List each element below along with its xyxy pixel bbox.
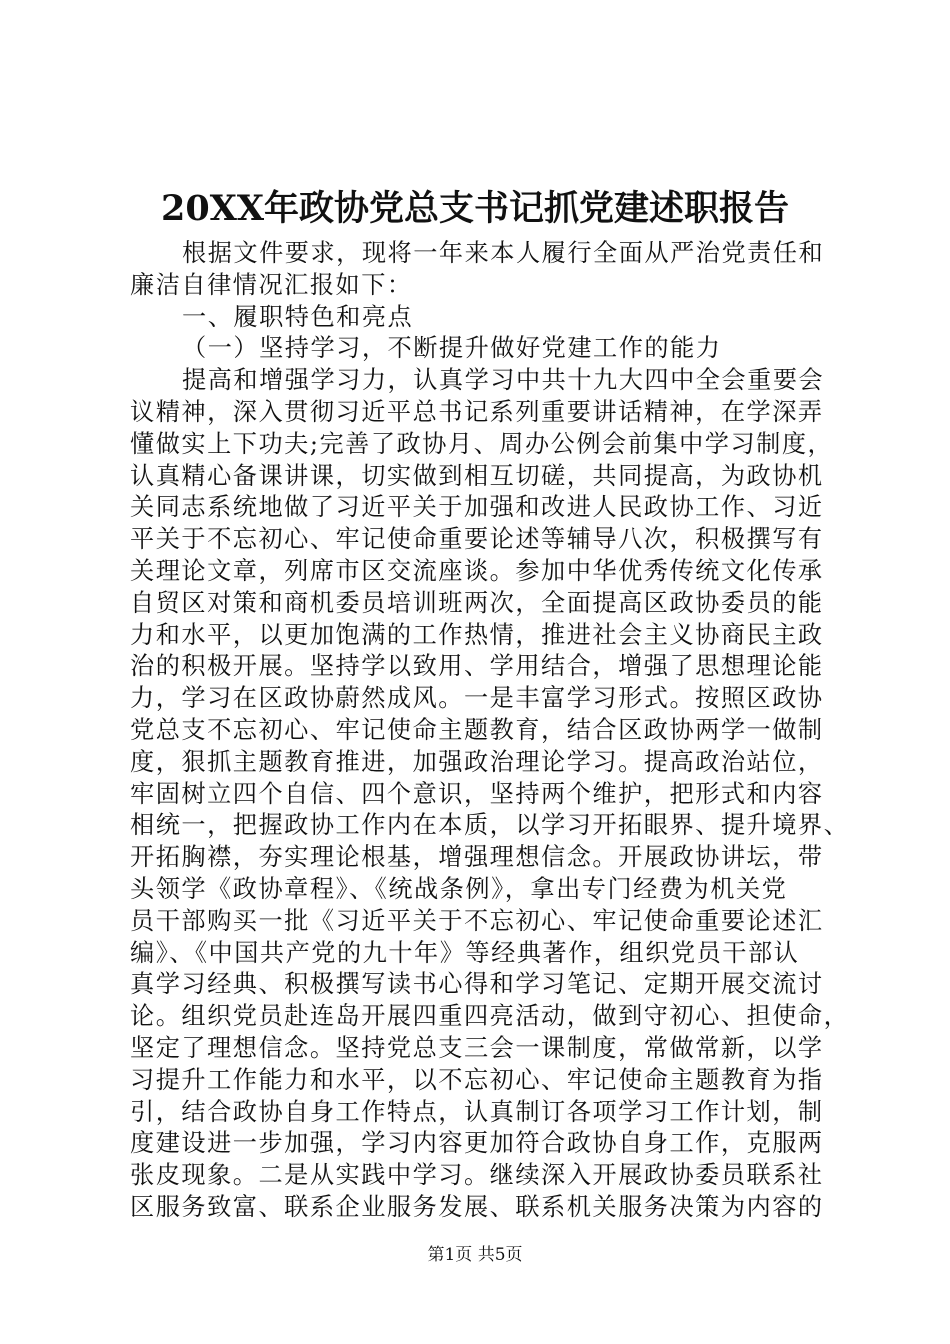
body-line: 开拓胸襟，夯实理论根基，增强理想信念。开展政协讲坛，带 <box>130 843 824 872</box>
body-line: 党总支不忘初心、牢记使命主题教育，结合区政协两学一做制 <box>130 715 824 744</box>
document-title: 20XX年政协党总支书记抓党建述职报告 <box>160 188 790 229</box>
body-line: 关理论文章，列席市区交流座谈。参加中华优秀传统文化传承 <box>130 556 824 585</box>
body-line: 员干部购买一批《习近平关于不忘初心、牢记使命重要论述汇 <box>130 906 824 935</box>
body-line: 度，狠抓主题教育推进，加强政治理论学习。提高政治站位， <box>130 747 824 776</box>
page-footer: 第1页 共5页 <box>427 1245 523 1265</box>
body-line: 廉洁自律情况汇报如下： <box>130 270 413 299</box>
body-line: 坚定了理想信念。坚持党总支三会一课制度，常做常新，以学 <box>130 1033 824 1062</box>
body-line: 自贸区对策和商机委员培训班两次，全面提高区政协委员的能 <box>130 588 824 617</box>
body-line: 提高和增强学习力，认真学习中共十九大四中全会重要会 <box>182 366 825 395</box>
body-line: 头领学《政协章程》、《统战条例》，拿出专门经费为机关党 <box>130 874 788 903</box>
body-line: 懂做实上下功夫;完善了政协月、周办公例会前集中学习制度， <box>130 429 834 458</box>
body-line: 论。组织党员赴连岛开展四重四亮活动，做到守初心、担使命， <box>130 1002 850 1031</box>
body-line: 关同志系统地做了习近平关于加强和改进人民政协工作、习近 <box>130 493 824 522</box>
body-line: 力和水平，以更加饱满的工作热情，推进社会主义协商民主政 <box>130 620 824 649</box>
body-line: 引，结合政协自身工作特点，认真制订各项学习工作计划，制 <box>130 1097 824 1126</box>
subsection-heading: （一）坚持学习，不断提升做好党建工作的能力 <box>182 334 722 363</box>
document-body <box>130 238 850 1224</box>
body-line: 治的积极开展。坚持学以致用、学用结合，增强了思想理论能 <box>130 652 824 681</box>
body-line: 认真精心备课讲课，切实做到相互切磋，共同提高，为政协机 <box>130 461 824 490</box>
body-line: 牢固树立四个自信、四个意识，坚持两个维护，把形式和内容 <box>130 779 824 808</box>
body-line: 力，学习在区政协蔚然成风。一是丰富学习形式。按照区政协 <box>130 684 824 713</box>
body-line: 度建设进一步加强，学习内容更加符合政协自身工作，克服两 <box>130 1129 824 1158</box>
body-line: 根据文件要求，现将一年来本人履行全面从严治党责任和 <box>182 239 825 267</box>
body-line: 真学习经典、积极撰写读书心得和学习笔记、定期开展交流讨 <box>130 970 824 999</box>
body-line: 张皮现象。二是从实践中学习。继续深入开展政协委员联系社 <box>130 1161 824 1190</box>
body-line: 平关于不忘初心、牢记使命重要论述等辅导八次，积极撰写有 <box>130 525 824 554</box>
body-line: 编》、《中国共产党的九十年》等经典著作，组织党员干部认 <box>130 938 800 967</box>
section-heading: 一、履职特色和亮点 <box>182 302 414 331</box>
body-line: 相统一，把握政协工作内在本质，以学习开拓眼界、提升境界、 <box>130 811 850 840</box>
body-line: 区服务致富、联系企业服务发展、联系机关服务决策为内容的 <box>130 1192 824 1221</box>
body-line: 议精神，深入贯彻习近平总书记系列重要讲话精神，在学深弄 <box>130 397 824 426</box>
body-line: 习提升工作能力和水平，以不忘初心、牢记使命主题教育为指 <box>130 1065 824 1094</box>
